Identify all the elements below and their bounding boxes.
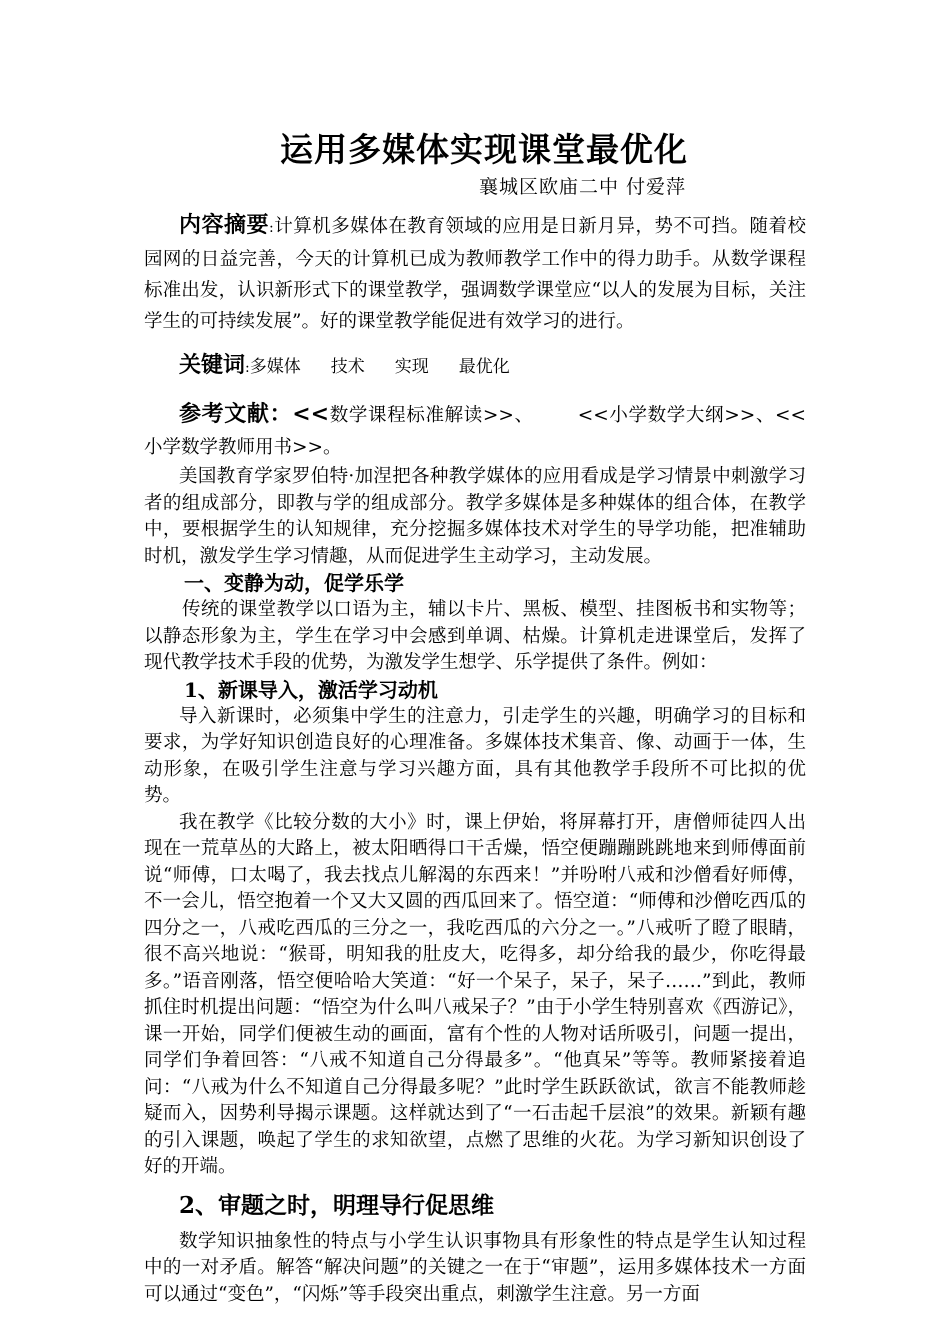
reference-item: 数学课程标准解读>>、 bbox=[329, 405, 534, 426]
body-paragraph: 导入新课时，必须集中学生的注意力，引走学生的兴趣，明确学习的目标和要求，为学好知识创造良好的心理准备。多媒体技术集音、像、动画于一体，生动形象，在吸引学生注意与学习兴趣方面，具有其他教学手段所不可比拟的优势。 bbox=[144, 705, 806, 806]
keyword-item: 实现 bbox=[394, 357, 429, 377]
abstract-label: 内容摘要 bbox=[179, 212, 270, 238]
intro-paragraph: 美国教育学家罗伯特·加涅把各种教学媒体的应用看成是学习情景中刺激学习者的组成部分，即教与学的组成部分。教学多媒体是多种媒体的组合体，在教学中，要根据学生的认知规律，充分挖掘多媒体技术对学生的导学功能，把准辅助时机，激发学生学习情趣，从而促进学生主动学习，主动发展。 bbox=[144, 466, 806, 567]
references-label: 参考文献：<< bbox=[179, 401, 330, 427]
keywords-label: 关键词 bbox=[179, 352, 246, 378]
keyword-item: 最优化 bbox=[458, 357, 510, 377]
body-paragraph: 数学知识抽象性的特点与小学生认识事物具有形象性的特点是学生认知过程中的一对矛盾。解答“解决问题”的关键之一在于“审题”，运用多媒体技术一方面可以通过“变色”，“闪烁”等手段突出重点，刺激学生注意。另一方面 bbox=[144, 1230, 806, 1305]
keyword-item: 多媒体 bbox=[249, 357, 301, 377]
references-paragraph bbox=[144, 398, 806, 464]
body-paragraph: 我在教学《比较分数的大小》时，课上伊始，将屏幕打开，唐僧师徒四人出现在一荒草丛的大路上，被太阳晒得口干舌燥，悟空便蹦蹦跳跳地来到师傅面前说“师傅，口太喝了，我去找点儿解渴的东西来！”并吩咐八戒和沙僧看好师傅，不一会儿，悟空抱着一个又大又圆的西瓜回来了。悟空道：“师傅和沙僧吃西瓜的四分之一，八戒吃西瓜的三分之一，我吃西瓜的六分之一。”八戒听了瞪了眼睛，很不高兴地说：“猴哥，明知我的肚皮大，吃得多，却分给我的最少，你吃得最多。”语音刚落，悟空便哈哈大笑道：“好一个呆子，呆子，呆子……”到此，教师抓住时机提出问题：“悟空为什么叫八戒呆子？”由于小学生特别喜欢《西游记》，课一开始，同学们便被生动的画面，富有个性的人物对话所吸引，问题一提出，同学们争着回答：“八戒不知道自己分得最多”。“他真呆”等等。教师紧接着追问：“八戒为什么不知道自己分得最多呢？”此时学生跃跃欲试，欲言不能教师趁疑而入，因势利导揭示课题。这样就达到了“一石击起千层浪”的效果。新颖有趣的引入课题，唤起了学生的求知欲望，点燃了思维的火花。为学习新知识创设了好的开端。 bbox=[144, 811, 806, 1177]
subsection-heading: 1、新课导入，激活学习动机 bbox=[184, 677, 438, 702]
subsection-heading: 2、审题之时，明理导行促思维 bbox=[179, 1191, 495, 1219]
abstract-paragraph bbox=[144, 210, 806, 337]
keywords-colon: : bbox=[245, 360, 250, 376]
reference-item: <<小学数学大纲>>、<<小学数学教师用书>>。 bbox=[144, 405, 806, 458]
keyword-item: 技术 bbox=[330, 357, 365, 377]
author-line: 襄城区欧庙二中 付爱萍 bbox=[478, 176, 686, 198]
body-paragraph: 传统的课堂教学以口语为主，辅以卡片、黑板、模型、挂图板书和实物等；以静态形象为主，学生在学习中会感到单调、枯燥。计算机走进课堂后，发挥了现代教学技术手段的优势，为激发学生想学、乐学提供了条件。例如： bbox=[144, 599, 806, 673]
section-heading: 一、变静为动，促学乐学 bbox=[184, 571, 404, 595]
abstract-colon: : bbox=[269, 220, 274, 236]
page-title: 运用多媒体实现课堂最优化 bbox=[280, 130, 688, 169]
document-body bbox=[144, 128, 806, 1308]
keywords-line bbox=[144, 349, 806, 384]
abstract-text: 计算机多媒体在教育领域的应用是日新月异，势不可挡。随着校园网的日益完善，今天的计算机已成为教师教学工作中的得力助手。从数学课程标准出发，认识新形式下的课堂教学，强调数学课堂应“以人的发展为目标，关注学生的可持续发展”。好的课堂教学能促进有效学习的进行。 bbox=[144, 216, 806, 332]
